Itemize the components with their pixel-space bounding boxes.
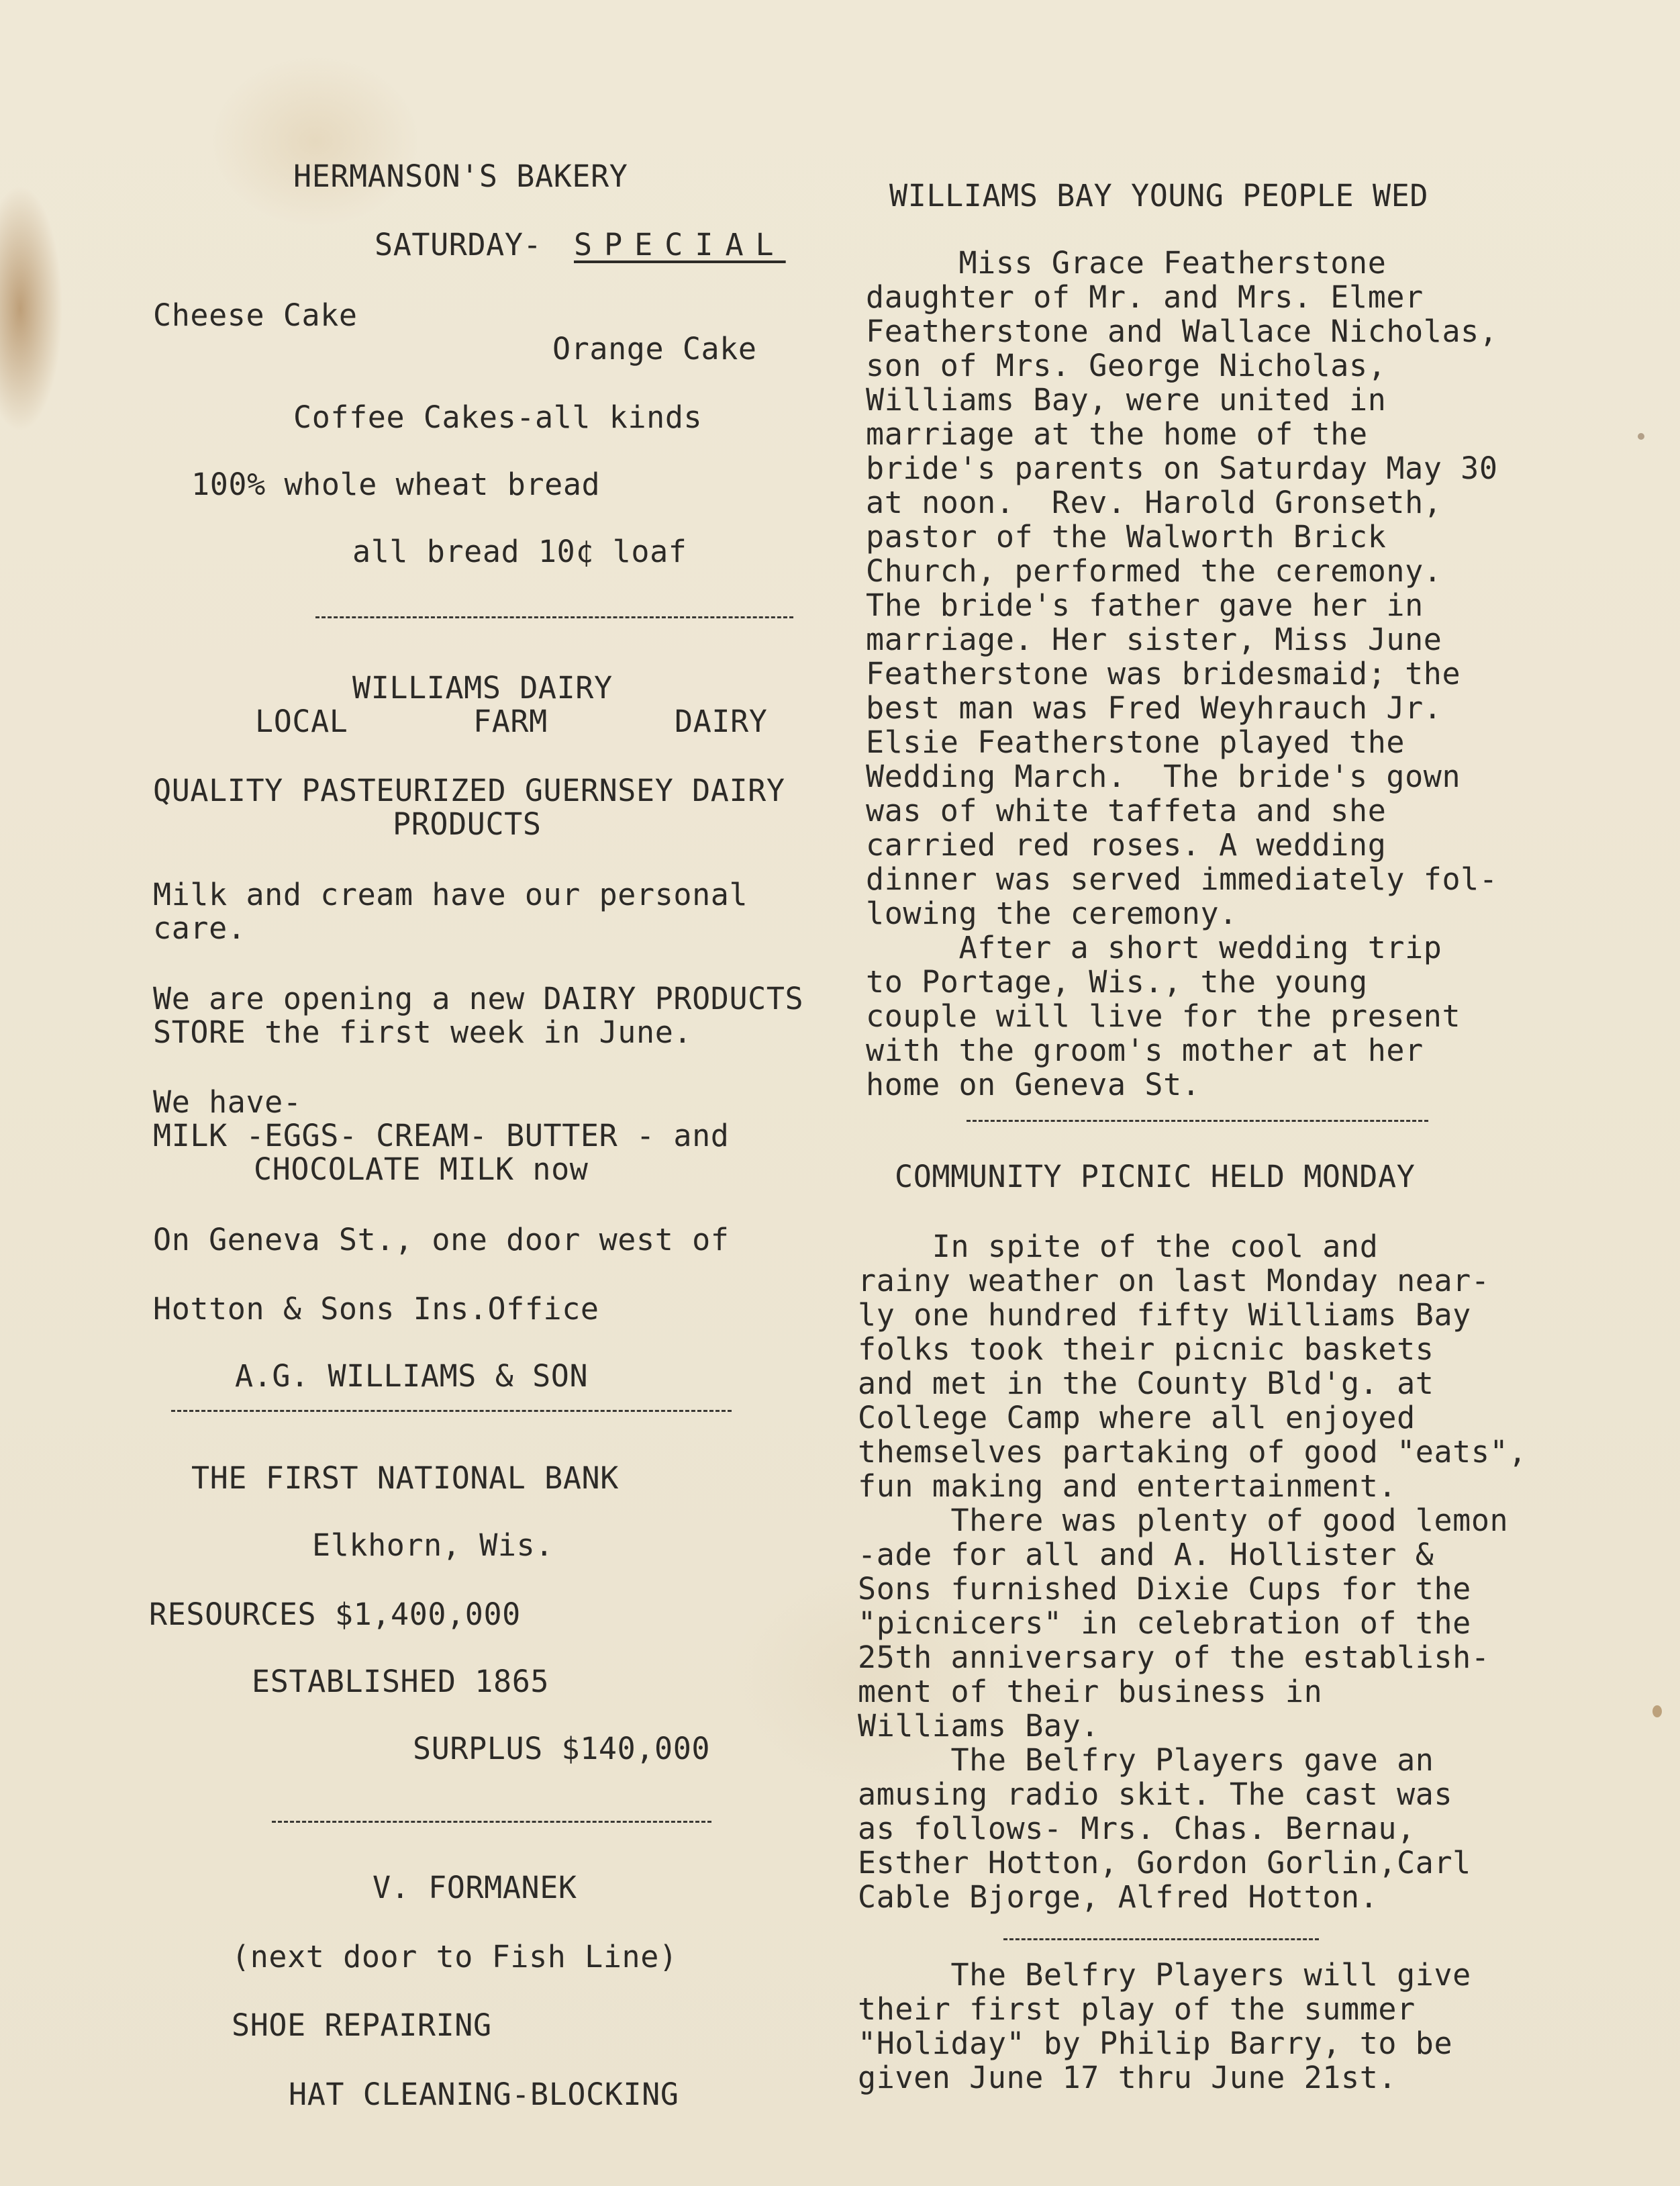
formanek-service: SHOE REPAIRING <box>232 2007 492 2043</box>
dairy-quality-line: QUALITY PASTEURIZED GUERNSEY DAIRY <box>153 773 785 808</box>
story-line: The Belfry Players will give <box>858 1957 1471 1993</box>
story-line: rainy weather on last Monday near- <box>858 1263 1490 1298</box>
story-line: 25th anniversary of the establish- <box>858 1640 1490 1675</box>
dairy-location-line: Hotton & Sons Ins.Office <box>153 1291 599 1327</box>
age-stain <box>1638 433 1644 440</box>
formanek-location: (next door to Fish Line) <box>232 1939 678 1975</box>
dairy-care-line: Milk and cream have our personal <box>153 877 748 912</box>
story-line: Church, performed the ceremony. <box>866 553 1442 589</box>
story-line: -ade for all and A. Hollister & <box>858 1537 1434 1572</box>
story-line: Williams Bay, were united in <box>866 382 1387 418</box>
dairy-title: WILLIAMS DAIRY <box>352 670 613 706</box>
story-line: fun making and entertainment. <box>858 1468 1397 1504</box>
bakery-item: all bread 10¢ loaf <box>352 534 687 569</box>
story-line: After a short wedding trip <box>866 930 1442 965</box>
age-stain <box>1652 1705 1662 1717</box>
section-divider <box>967 1120 1428 1122</box>
dairy-sub-farm: FARM <box>473 704 548 739</box>
dairy-sub-local: LOCAL <box>255 704 348 739</box>
story-line: son of Mrs. George Nicholas, <box>866 348 1387 383</box>
story-line: to Portage, Wis., the young <box>866 964 1368 1000</box>
story-line: "Holiday" by Philip Barry, to be <box>858 2026 1453 2061</box>
story-line: marriage. Her sister, Miss June <box>866 622 1442 657</box>
section-divider <box>171 1410 732 1412</box>
story-line: Cable Bjorge, Alfred Hotton. <box>858 1879 1379 1915</box>
bank-resources: RESOURCES $1,400,000 <box>149 1597 521 1632</box>
bank-established: ESTABLISHED 1865 <box>252 1664 550 1699</box>
story-line: College Camp where all enjoyed <box>858 1400 1416 1435</box>
story-line: Elsie Featherstone played the <box>866 724 1405 760</box>
story-line: pastor of the Walworth Brick <box>866 519 1387 555</box>
story-line: Featherstone and Wallace Nicholas, <box>866 314 1498 349</box>
story-line: dinner was served immediately fol- <box>866 861 1498 897</box>
dairy-sub-dairy: DAIRY <box>675 704 768 739</box>
dairy-care-line: care. <box>153 910 246 946</box>
section-divider <box>315 616 793 618</box>
dairy-location-line: On Geneva St., one door west of <box>153 1222 730 1257</box>
story-line: folks took their picnic baskets <box>858 1331 1434 1367</box>
story-line: The Belfry Players gave an <box>858 1742 1434 1778</box>
dairy-have-line: MILK -EGGS- CREAM- BUTTER - and <box>153 1118 730 1153</box>
formanek-service: HAT CLEANING-BLOCKING <box>289 2077 679 2112</box>
dairy-store-line: STORE the first week in June. <box>153 1014 693 1050</box>
story-line: amusing radio skit. The cast was <box>858 1776 1453 1812</box>
story-line: bride's parents on Saturday May 30 <box>866 450 1498 486</box>
section-divider <box>272 1821 711 1823</box>
story-line: The bride's father gave her in <box>866 587 1424 623</box>
story-line: as follows- Mrs. Chas. Bernau, <box>858 1811 1416 1846</box>
story-line: home on Geneva St. <box>866 1067 1201 1102</box>
bank-city: Elkhorn, Wis. <box>312 1527 554 1563</box>
bakery-item: Orange Cake <box>552 331 757 367</box>
bank-surplus: SURPLUS $140,000 <box>413 1731 711 1766</box>
story-line: Sons furnished Dixie Cups for the <box>858 1571 1471 1607</box>
story-line: their first play of the summer <box>858 1991 1416 2027</box>
story-line: given June 17 thru June 21st. <box>858 2060 1397 2095</box>
story-line: In spite of the cool and <box>858 1229 1379 1264</box>
story-line: lowing the ceremony. <box>866 896 1238 931</box>
story-line: daughter of Mr. and Mrs. Elmer <box>866 279 1424 315</box>
bakery-item: 100% whole wheat bread <box>191 467 601 502</box>
story-line: was of white taffeta and she <box>866 793 1387 828</box>
dairy-owner: A.G. WILLIAMS & SON <box>235 1358 589 1394</box>
story-line: Williams Bay. <box>858 1708 1099 1744</box>
story-line: marriage at the home of the <box>866 416 1368 452</box>
story-line: couple will live for the present <box>866 998 1461 1034</box>
bakery-title: HERMANSON'S BAKERY <box>293 158 628 194</box>
dairy-have-line: We have- <box>153 1084 302 1120</box>
story-line: "picnicers" in celebration of the <box>858 1605 1471 1641</box>
story-line: Featherstone was bridesmaid; the <box>866 656 1461 692</box>
story-line: Esther Hotton, Gordon Gorlin,Carl <box>858 1845 1471 1881</box>
picnic-headline: COMMUNITY PICNIC HELD MONDAY <box>895 1159 1416 1194</box>
bank-title: THE FIRST NATIONAL BANK <box>191 1460 619 1496</box>
story-line: themselves partaking of good "eats", <box>858 1434 1527 1470</box>
story-line: Wedding March. The bride's gown <box>866 759 1461 794</box>
story-line: ment of their business in <box>858 1674 1323 1709</box>
saturday-prefix: SATURDAY- <box>375 227 542 263</box>
story-line: at noon. Rev. Harold Gronseth, <box>866 485 1442 520</box>
wedding-headline: WILLIAMS BAY YOUNG PEOPLE WED <box>889 178 1429 213</box>
story-line: and met in the County Bld'g. at <box>858 1366 1434 1401</box>
dairy-quality-line: PRODUCTS <box>393 806 542 842</box>
saturday-special: SPECIAL <box>574 227 786 263</box>
story-line: There was plenty of good lemon <box>858 1503 1509 1538</box>
bakery-item: Cheese Cake <box>153 297 358 333</box>
story-line: ly one hundred fifty Williams Bay <box>858 1297 1471 1333</box>
bakery-item: Coffee Cakes-all kinds <box>293 399 703 435</box>
dairy-store-line: We are opening a new DAIRY PRODUCTS <box>153 981 804 1016</box>
story-line: Miss Grace Featherstone <box>866 245 1387 281</box>
formanek-name: V. FORMANEK <box>373 1870 577 1905</box>
story-line: carried red roses. A wedding <box>866 827 1387 863</box>
story-line: with the groom's mother at her <box>866 1033 1424 1068</box>
dairy-have-line: CHOCOLATE MILK now <box>254 1151 589 1187</box>
section-divider <box>1003 1938 1319 1940</box>
story-line: best man was Fred Weyhrauch Jr. <box>866 690 1442 726</box>
